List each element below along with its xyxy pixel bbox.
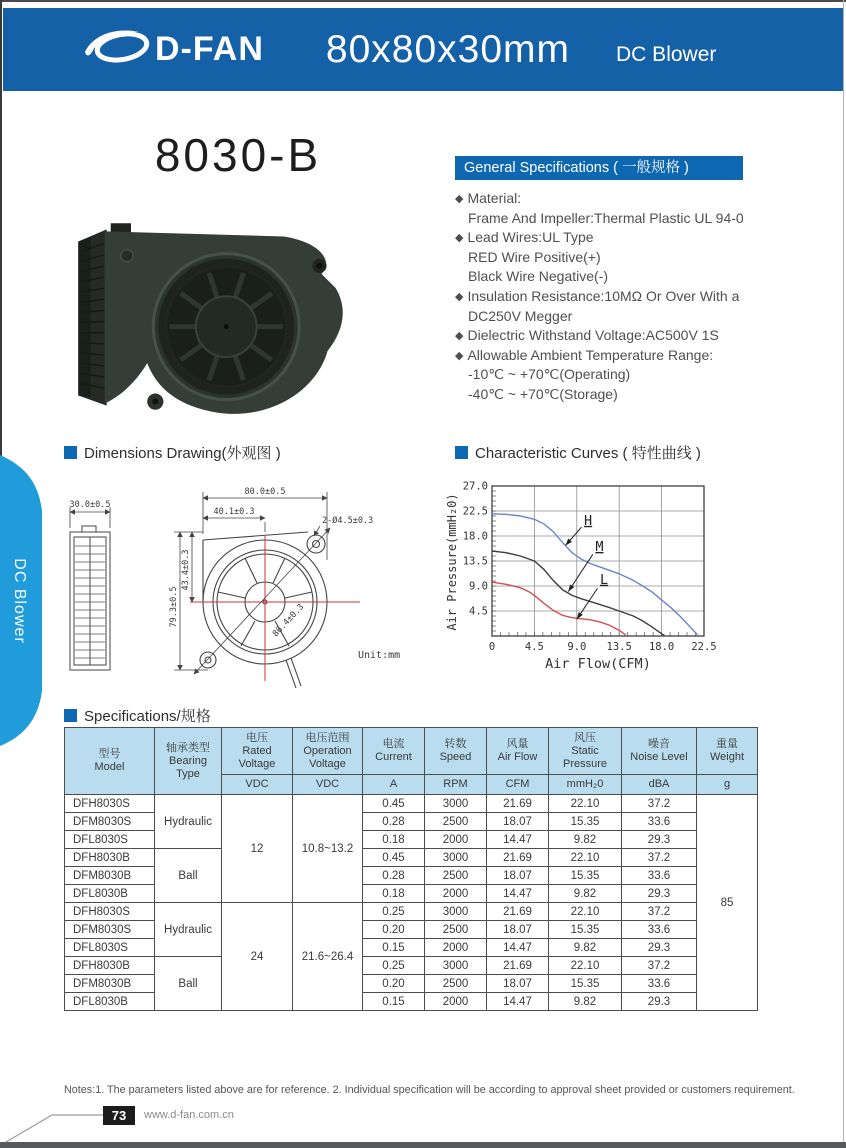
curve-label-L: L: [600, 571, 609, 588]
footer-corner-line: [0, 1104, 110, 1144]
table-cell: DFH8030S: [65, 903, 155, 921]
table-cell: 0.15: [363, 939, 425, 957]
table-cell: 33.6: [622, 975, 697, 993]
x-axis-label: Air Flow(CFM): [545, 656, 651, 672]
page-top-edge: [0, 0, 846, 2]
dim-depth: 30.0±0.5: [69, 500, 111, 510]
table-cell: DFM8030B: [65, 867, 155, 885]
table-cell: 0.20: [363, 921, 425, 939]
table-cell: DFH8030B: [65, 957, 155, 975]
page-number-badge: 73: [103, 1106, 135, 1125]
table-cell: 9.82: [549, 993, 622, 1011]
curve-M: [492, 551, 664, 635]
table-cell: 2500: [425, 813, 487, 831]
brand-name: D-FAN: [155, 30, 264, 68]
table-cell: 21.69: [487, 957, 549, 975]
y-axis-label: Air Pressure(mmH₂0): [445, 493, 459, 631]
table-cell: 12: [222, 795, 293, 903]
table-cell: 21.69: [487, 849, 549, 867]
header-size: 80x80x30mm: [325, 27, 571, 71]
table-cell: 18.07: [487, 975, 549, 993]
dim-width: 80.0±0.5: [244, 487, 286, 497]
column-unit: RPM: [425, 775, 487, 795]
table-cell: 33.6: [622, 813, 697, 831]
header-bar: [3, 8, 843, 91]
table-cell: 18.07: [487, 867, 549, 885]
curve-L: [492, 582, 626, 635]
table-cell: 14.47: [487, 885, 549, 903]
x-tick-label: 22.5: [691, 641, 717, 653]
table-cell: 10.8~13.2: [293, 795, 363, 903]
page-bottom-bar: [0, 1142, 846, 1148]
characteristic-curves-chart: [444, 476, 736, 679]
table-cell: Ball: [155, 957, 222, 1011]
curve-H: [492, 514, 697, 635]
spec-table-head: [65, 728, 758, 795]
table-cell: 9.82: [549, 885, 622, 903]
table-cell: 9.82: [549, 939, 622, 957]
table-cell: 2000: [425, 939, 487, 957]
page-left-edge: [0, 0, 2, 456]
table-cell: DFH8030B: [65, 849, 155, 867]
website-link[interactable]: www.d-fan.com.cn: [144, 1109, 234, 1121]
general-specs-header: General Specifications ( 一般规格 ): [455, 156, 743, 180]
spec-line: DC250V Megger: [468, 307, 573, 324]
table-cell: 15.35: [549, 867, 622, 885]
table-cell: 24: [222, 903, 293, 1011]
table-cell: 15.35: [549, 975, 622, 993]
table-cell: 3000: [425, 957, 487, 975]
x-tick-label: 13.5: [606, 641, 632, 653]
section-title-curves-label: Characteristic Curves ( 特性曲线 ): [475, 445, 701, 462]
table-cell: 29.3: [622, 885, 697, 903]
brand: [81, 25, 264, 74]
curve-label-M: M: [595, 539, 604, 555]
column-header: 重量 Weight: [697, 728, 758, 775]
dim-holes: 2-Ø4.5±0.3: [322, 516, 374, 526]
table-cell: DFL8030S: [65, 939, 155, 957]
table-cell: 0.25: [363, 957, 425, 975]
y-tick-label: 9.0: [469, 580, 488, 593]
table-cell: DFM8030S: [65, 813, 155, 831]
spec-line: Frame And Impeller:Thermal Plastic UL 94-0: [468, 209, 744, 226]
y-tick-label: 4.5: [469, 605, 488, 618]
spec-line: ◆ Lead Wires:UL Type: [455, 229, 594, 246]
table-cell: 33.6: [622, 921, 697, 939]
side-tab: [0, 453, 46, 748]
y-tick-label: 18.0: [462, 530, 488, 543]
column-unit: VDC: [293, 775, 363, 795]
notes: Notes:1. The parameters listed above are for reference. 2. Individual specification will be according to approval sheet provided or customers requirement.: [64, 1084, 795, 1096]
table-cell: DFM8030B: [65, 975, 155, 993]
column-unit: mmH₂0: [549, 775, 622, 795]
y-tick-label: 22.5: [462, 505, 488, 518]
table-cell: 2500: [425, 975, 487, 993]
table-cell: 2000: [425, 831, 487, 849]
spec-table-body: [65, 795, 758, 1011]
column-header: 电压范围 Operation Voltage: [293, 728, 363, 775]
table-cell: 33.6: [622, 867, 697, 885]
table-cell: 14.47: [487, 831, 549, 849]
table-cell: 14.47: [487, 939, 549, 957]
spec-line: -10℃ ~ +70℃(Operating): [468, 366, 631, 383]
table-cell: 29.3: [622, 993, 697, 1011]
table-cell: 0.20: [363, 975, 425, 993]
curve-label-H: H: [584, 512, 593, 529]
table-cell: 0.28: [363, 867, 425, 885]
column-unit: A: [363, 775, 425, 795]
side-tab-label: DC Blower: [11, 557, 29, 644]
column-header: 风压 Static Pressure: [549, 728, 622, 775]
table-cell: 21.6~26.4: [293, 903, 363, 1011]
blower-fan-photo: [66, 203, 350, 431]
table-cell: Ball: [155, 849, 222, 903]
column-unit: VDC: [222, 775, 293, 795]
table-cell: Hydraulic: [155, 795, 222, 849]
spec-line: ◆ Insulation Resistance:10MΩ Or Over With a: [455, 287, 740, 304]
column-header: 电流 Current: [363, 728, 425, 775]
blue-square-icon: [64, 709, 77, 722]
table-cell: 0.15: [363, 993, 425, 1011]
table-cell: 21.69: [487, 903, 549, 921]
x-tick-label: 18.0: [648, 641, 675, 653]
table-cell: 37.2: [622, 903, 697, 921]
y-tick-label: 13.5: [462, 555, 488, 568]
spec-line: Black Wire Negative(-): [468, 268, 609, 285]
table-cell: 18.07: [487, 921, 549, 939]
column-unit: g: [697, 775, 758, 795]
column-header: 噪音 Noise Level: [622, 728, 697, 775]
column-header: 电压 Rated Voltage: [222, 728, 293, 775]
general-specs-list: [455, 189, 800, 405]
table-cell: DFL8030B: [65, 885, 155, 903]
table-row: [65, 903, 758, 921]
table-cell: 3000: [425, 849, 487, 867]
table-cell: 37.2: [622, 957, 697, 975]
dim-unit: Unit:mm: [358, 650, 401, 661]
table-cell: 22.10: [549, 849, 622, 867]
x-tick-label: 4.5: [524, 641, 544, 653]
table-cell: 37.2: [622, 849, 697, 867]
product-title: 8030-B: [154, 129, 322, 181]
column-unit: CFM: [487, 775, 549, 795]
dim-diagonal: 86.4±0.3: [270, 602, 307, 640]
section-title-dimensions: [64, 442, 281, 463]
table-cell: DFH8030S: [65, 795, 155, 813]
table-cell: 22.10: [549, 903, 622, 921]
x-tick-label: 9.0: [567, 641, 587, 653]
section-title-dimensions-label: Dimensions Drawing(外观图 ): [84, 445, 281, 462]
table-row: [65, 795, 758, 813]
table-cell: 0.18: [363, 831, 425, 849]
table-cell: 3000: [425, 903, 487, 921]
table-row: [65, 849, 758, 867]
table-cell: 21.69: [487, 795, 549, 813]
product-photo: [66, 203, 350, 436]
section-title-specifications-label: Specifications/规格: [84, 708, 211, 725]
spec-line: ◆ Allowable Ambient Temperature Range:: [455, 346, 714, 363]
table-cell: 0.28: [363, 813, 425, 831]
table-cell: 18.07: [487, 813, 549, 831]
brand-logo-icon: [81, 25, 153, 74]
dim-height: 79.3±0.5: [169, 586, 179, 628]
x-tick-label: 0: [488, 641, 496, 653]
table-cell: 29.3: [622, 939, 697, 957]
table-cell: DFL8030B: [65, 993, 155, 1011]
table-cell: Hydraulic: [155, 903, 222, 957]
dim-inlet-offset: 40.1±0.3: [213, 507, 255, 517]
column-header: 转数 Speed: [425, 728, 487, 775]
column-header: 型号 Model: [65, 728, 155, 795]
table-row: [65, 957, 758, 975]
table-cell: DFM8030S: [65, 921, 155, 939]
table-cell: DFL8030S: [65, 831, 155, 849]
blue-square-icon: [64, 446, 77, 459]
spec-line: RED Wire Positive(+): [468, 248, 601, 265]
spec-line: -40℃ ~ +70℃(Storage): [468, 385, 618, 402]
table-cell: 22.10: [549, 957, 622, 975]
section-title-curves: [455, 442, 701, 463]
blue-square-icon: [455, 446, 468, 459]
spec-line: ◆ Material:: [455, 190, 522, 206]
dim-inner-height: 43.4±0.3: [181, 549, 191, 591]
table-cell: 0.18: [363, 885, 425, 903]
header-category: DC Blower: [616, 42, 717, 66]
table-cell: 2500: [425, 921, 487, 939]
page-right-edge: [843, 0, 844, 1146]
y-tick-label: 27.0: [462, 480, 488, 493]
spec-table: [64, 727, 758, 1011]
table-cell: 14.47: [487, 993, 549, 1011]
table-cell: 9.82: [549, 831, 622, 849]
table-cell: 15.35: [549, 921, 622, 939]
table-cell: 0.45: [363, 849, 425, 867]
table-cell: 29.3: [622, 831, 697, 849]
table-cell: 22.10: [549, 795, 622, 813]
table-cell: 2000: [425, 993, 487, 1011]
column-header: 轴承类型 Bearing Type: [155, 728, 222, 795]
column-unit: dBA: [622, 775, 697, 795]
column-header: 风量 Air Flow: [487, 728, 549, 775]
table-cell: 0.25: [363, 903, 425, 921]
table-cell: 2000: [425, 885, 487, 903]
table-cell: 37.2: [622, 795, 697, 813]
table-cell: 2500: [425, 867, 487, 885]
table-cell: 3000: [425, 795, 487, 813]
table-cell: 0.45: [363, 795, 425, 813]
section-title-specifications: [64, 705, 211, 726]
spec-line: ◆ Dielectric Withstand Voltage:AC500V 1S: [455, 327, 719, 344]
dimensions-drawing: [58, 474, 450, 692]
table-cell: 15.35: [549, 813, 622, 831]
table-cell: 85: [697, 795, 758, 1011]
